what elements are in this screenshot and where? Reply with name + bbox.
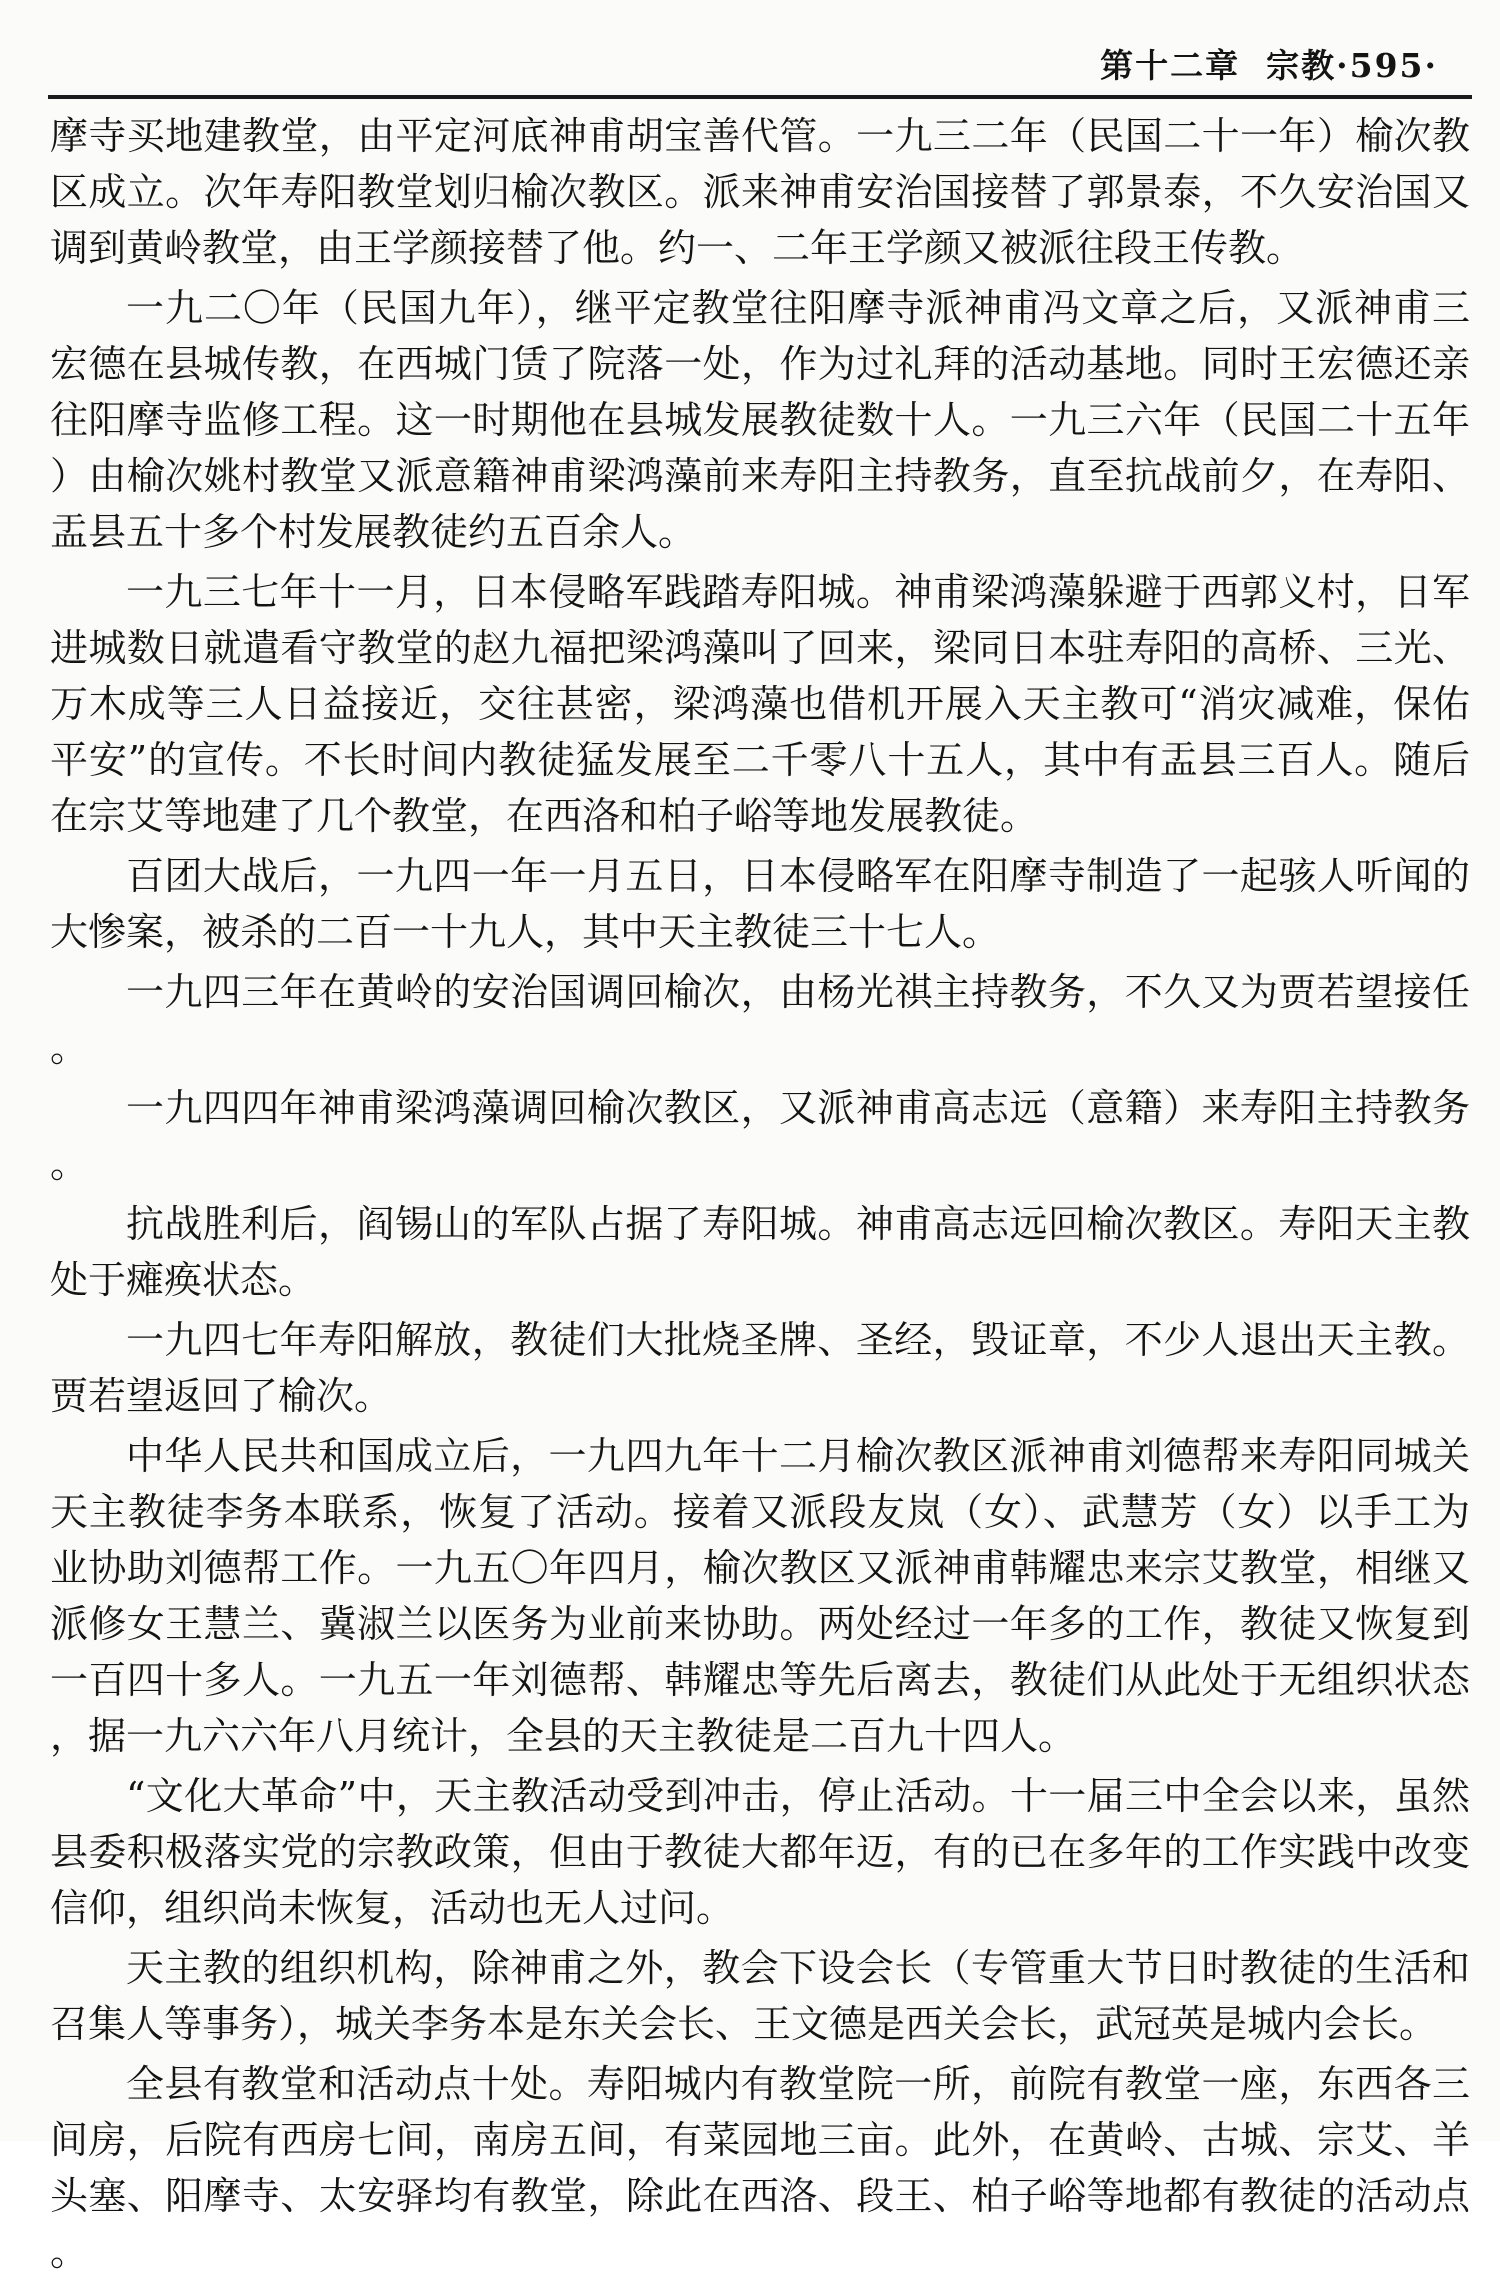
paragraph: 中华人民共和国成立后，一九四九年十二月榆次教区派神甫刘德帮来寿阳同城关天主教徒李务本联系，恢复了活动。接着又派段友岚（女）、武慧芳（女）以手工为业协助刘德帮工作。一九五〇年四月，榆次教区又派神甫韩耀忠来宗艾教堂，相继又派修女王慧兰、冀淑兰以医务为业前来协助。两处经过一年多的工作，教徒又恢复到一百四十多人。一九五一年刘德帮、韩耀忠等先后离去，教徒们从此处于无组织状态，据一九六六年八月统计，全县的天主教徒是二百九十四人。 <box>50 1434 1470 1758</box>
running-header <box>1100 40 1438 87</box>
paragraph: 一九四七年寿阳解放，教徒们大批烧圣牌、圣经，毁证章，不少人退出天主教。贾若望返回了榆次。 <box>50 1318 1470 1418</box>
paragraph: 百团大战后，一九四一年一月五日，日本侵略军在阳摩寺制造了一起骇人听闻的大惨案，被杀的二百一十九人，其中天主教徒三十七人。 <box>50 854 1470 954</box>
paragraph: 天主教的组织机构，除神甫之外，教会下设会长（专管重大节日时教徒的生活和召集人等事务），城关李务本是东关会长、王文德是西关会长，武冠英是城内会长。 <box>50 1946 1470 2046</box>
paragraph: 一九四三年在黄岭的安治国调回榆次，由杨光祺主持教务，不久又为贾若望接任。 <box>50 970 1470 1070</box>
chapter-title: 第十二章 <box>1100 46 1241 85</box>
paragraph: 全县有教堂和活动点十处。寿阳城内有教堂院一所，前院有教堂一座，东西各三间房，后院有西房七间，南房五间，有菜园地三亩。此外，在黄岭、古城、宗艾、羊头塞、阳摩寺、太安驿均有教堂，除此在西洛、段王、柏子峪等地都有教徒的活动点。 <box>50 2062 1470 2274</box>
paragraph: 抗战胜利后，阎锡山的军队占据了寿阳城。神甫高志远回榆次教区。寿阳天主教处于瘫痪状态。 <box>50 1202 1470 1302</box>
paragraph: 一九四四年神甫梁鸿藻调回榆次教区，又派神甫高志远（意籍）来寿阳主持教务。 <box>50 1086 1470 1186</box>
header-rule <box>48 95 1472 99</box>
paragraph: “文化大革命”中，天主教活动受到冲击，停止活动。十一届三中全会以来，虽然县委积极落实党的宗教政策，但由于教徒大都年迈，有的已在多年的工作实践中改变信仰，组织尚未恢复，活动也无人过问。 <box>50 1774 1470 1930</box>
paragraph: 一九二〇年（民国九年），继平定教堂往阳摩寺派神甫冯文章之后，又派神甫三宏德在县城传教，在西城门赁了院落一处，作为过礼拜的活动基地。同时王宏德还亲往阳摩寺监修工程。这一时期他在县城发展教徒数十人。一九三六年（民国二十五年）由榆次姚村教堂又派意籍神甫梁鸿藻前来寿阳主持教务，直至抗战前夕，在寿阳、盂县五十多个村发展教徒约五百余人。 <box>50 286 1470 554</box>
paragraph: 一九三七年十一月，日本侵略军践踏寿阳城。神甫梁鸿藻躲避于西郭义村，日军进城数日就遣看守教堂的赵九福把梁鸿藻叫了回来，梁同日本驻寿阳的高桥、三光、万木成等三人日益接近，交往甚密，梁鸿藻也借机开展入天主教可“消灾减难，保佑平安”的宣传。不长时间内教徒猛发展至二千零八十五人，其中有盂县三百人。随后在宗艾等地建了几个教堂，在西洛和柏子峪等地发展教徒。 <box>50 570 1470 838</box>
section-title: 宗教 <box>1266 46 1337 85</box>
body-text <box>50 108 1470 2280</box>
page-number: ·595· <box>1336 46 1438 85</box>
paragraph-continued: 摩寺买地建教堂，由平定河底神甫胡宝善代管。一九三二年（民国二十一年）榆次教区成立。次年寿阳教堂划归榆次教区。派来神甫安治国接替了郭景泰，不久安治国又调到黄岭教堂，由王学颜接替了他。约一、二年王学颜又被派往段王传教。 <box>50 114 1470 270</box>
